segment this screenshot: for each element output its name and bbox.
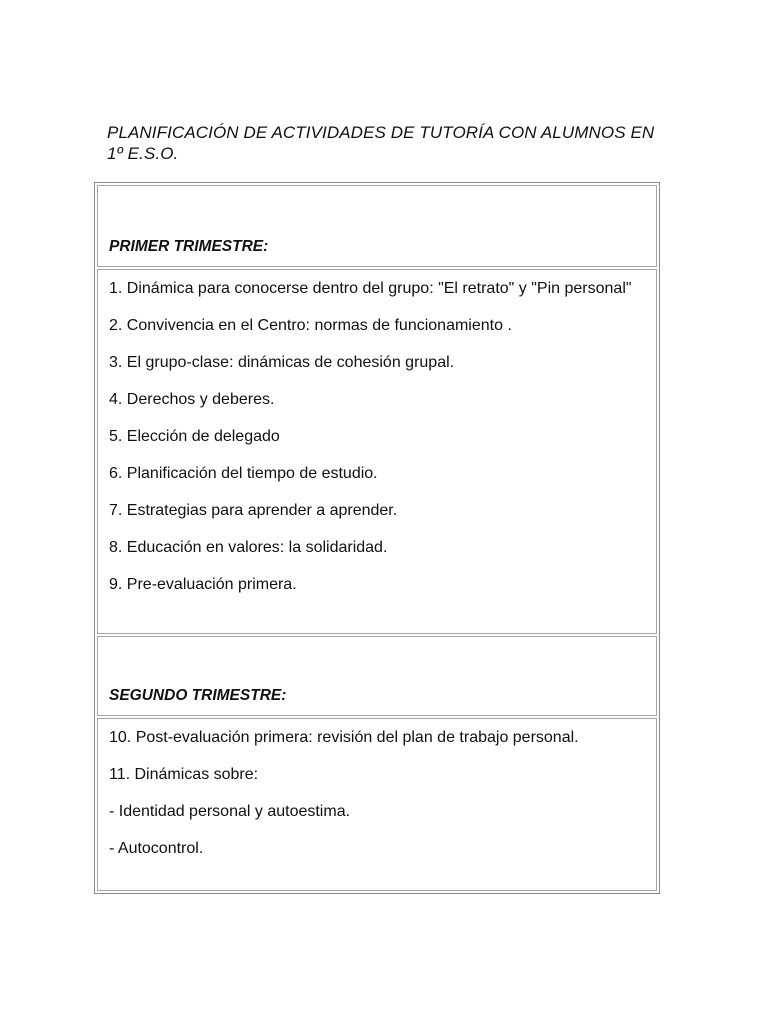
list-item: 5. Elección de delegado [109, 428, 280, 445]
segundo-trimestre-header-cell [97, 636, 657, 716]
list-item: 3. El grupo-clase: dinámicas de cohesión grupal. [109, 354, 455, 371]
list-item: 6. Planificación del tiempo de estudio. [109, 465, 378, 482]
primer-trimestre-activities-cell [97, 269, 657, 634]
list-item: 9. Pre-evaluación primera. [109, 576, 297, 593]
list-item: - Autocontrol. [109, 840, 204, 857]
list-item: 1. Dinámica para conocerse dentro del grupo: "El retrato" y "Pin personal" [109, 280, 632, 297]
list-item: - Identidad personal y autoestima. [109, 803, 351, 820]
primer-trimestre-header-cell [97, 185, 657, 267]
activities-table [94, 182, 660, 894]
list-item: 11. Dinámicas sobre: [109, 766, 259, 783]
list-item: 7. Estrategias para aprender a aprender. [109, 502, 398, 519]
section-heading-segundo-trimestre: SEGUNDO TRIMESTRE: [109, 687, 287, 704]
segundo-trimestre-activities-cell [97, 718, 657, 891]
list-item: 4. Derechos y deberes. [109, 391, 275, 408]
list-item: 2. Convivencia en el Centro: normas de funcionamiento . [109, 317, 512, 334]
document-title: PLANIFICACIÓN DE ACTIVIDADES DE TUTORÍA CON ALUMNOS EN 1º E.S.O. [107, 123, 655, 163]
list-item: 10. Post-evaluación primera: revisión del plan de trabajo personal. [109, 729, 579, 746]
list-item: 8. Educación en valores: la solidaridad. [109, 539, 388, 556]
section-heading-primer-trimestre: PRIMER TRIMESTRE: [109, 238, 269, 255]
